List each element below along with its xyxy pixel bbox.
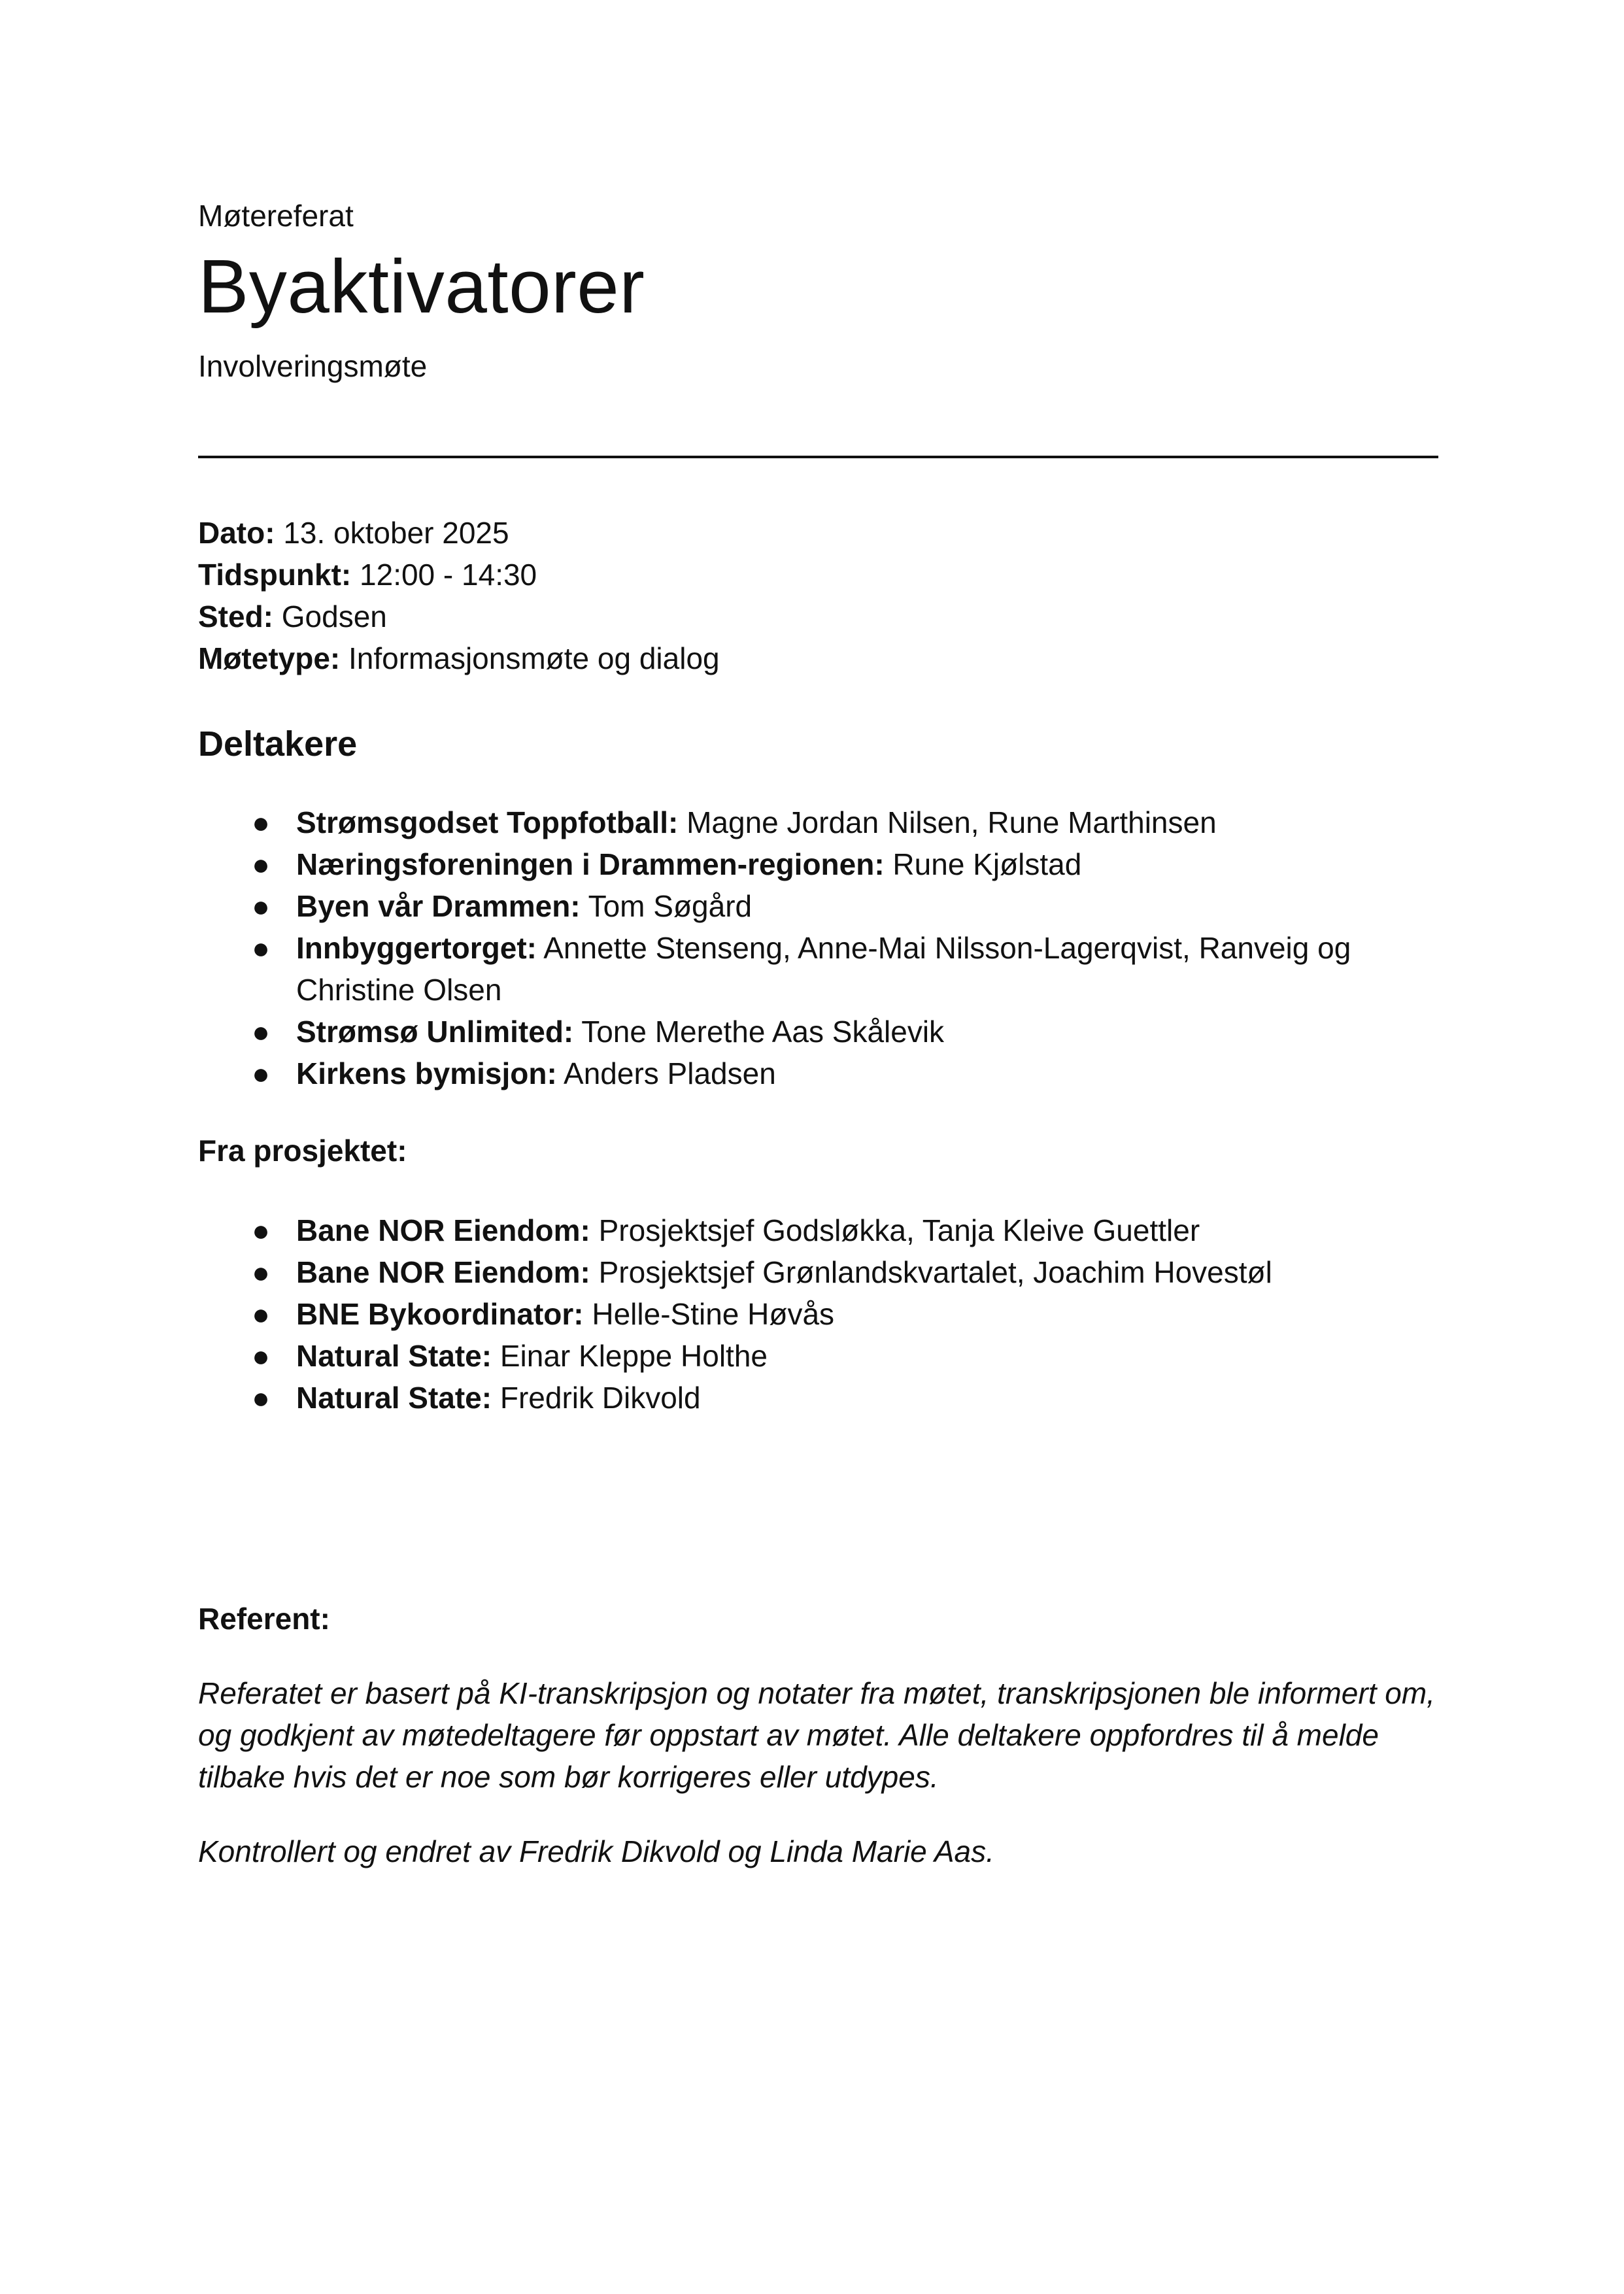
bullet-icon: ●	[252, 1056, 270, 1090]
meta-value: 13. oktober 2025	[275, 516, 509, 550]
participant-names: Annette Stenseng, Anne-Mai Nilsson-Lagerqvist, Ranveig og Christine Olsen	[296, 931, 1351, 1007]
participant-org: Næringsforeningen i Drammen-regionen:	[296, 847, 885, 881]
project-names: Fredrik Dikvold	[492, 1381, 701, 1415]
bullet-icon: ●	[252, 1015, 270, 1049]
project-names: Einar Kleppe Holthe	[492, 1339, 768, 1373]
participant-names: Anders Pladsen	[556, 1056, 776, 1090]
referent-control-note: Kontrollert og endret av Fredrik Dikvold og Linda Marie Aas.	[198, 1834, 994, 1868]
document-title: Byaktivatorer	[198, 244, 645, 329]
list-item	[198, 1335, 1438, 1377]
participants-list	[198, 801, 1438, 1094]
project-heading: Fra prosjektet:	[198, 1134, 407, 1168]
bullet-icon: ●	[252, 931, 270, 965]
list-item	[198, 1377, 1438, 1419]
participant-org: Strømsø Unlimited:	[296, 1015, 574, 1049]
participant-org: Innbyggertorget:	[296, 931, 537, 965]
meta-value: 12:00 - 14:30	[351, 558, 537, 592]
meta-label: Dato:	[198, 516, 275, 550]
bullet-icon: ●	[252, 805, 270, 839]
list-item	[198, 927, 1438, 1011]
project-org: Bane NOR Eiendom:	[296, 1255, 590, 1289]
meta-label: Sted:	[198, 599, 273, 633]
meta-date	[198, 512, 720, 554]
participant-org: Byen vår Drammen:	[296, 889, 581, 923]
meta-label: Møtetype:	[198, 641, 341, 675]
project-org: Natural State:	[296, 1381, 492, 1415]
project-names: Prosjektsjef Grønlandskvartalet, Joachim Hovestøl	[590, 1255, 1272, 1289]
bullet-icon: ●	[252, 1255, 270, 1289]
participant-names: Magne Jordan Nilsen, Rune Marthinsen	[678, 805, 1217, 839]
referent-note: Referatet er basert på KI-transkripsjon og notater fra møtet, transkripsjonen ble informert om, og godkjent av møtedeltagere før oppstart av møtet. Alle deltakere oppfordres til å melde tilbake hvis det er noe som bør korrigeres eller utdypes.	[198, 1676, 1435, 1794]
list-item	[198, 801, 1438, 843]
meta-label: Tidspunkt:	[198, 558, 352, 592]
project-org: Natural State:	[296, 1339, 492, 1373]
meta-time	[198, 554, 720, 596]
meta-type	[198, 637, 720, 679]
participant-names: Rune Kjølstad	[884, 847, 1082, 881]
bullet-icon: ●	[252, 1297, 270, 1331]
participant-org: Strømsgodset Toppfotball:	[296, 805, 679, 839]
list-item	[198, 1251, 1438, 1293]
meta-place	[198, 596, 720, 637]
project-names: Prosjektsjef Godsløkka, Tanja Kleive Guettler	[590, 1213, 1200, 1247]
project-org: Bane NOR Eiendom:	[296, 1213, 590, 1247]
bullet-icon: ●	[252, 889, 270, 923]
list-item	[198, 1011, 1438, 1053]
document-kicker: Møtereferat	[198, 199, 354, 233]
list-item	[198, 885, 1438, 927]
title-divider	[198, 456, 1438, 458]
meta-value: Informasjonsmøte og dialog	[340, 641, 720, 675]
list-item	[198, 1053, 1438, 1094]
participants-heading: Deltakere	[198, 724, 358, 764]
participant-names: Tone Merethe Aas Skålevik	[573, 1015, 945, 1049]
list-item	[198, 1293, 1438, 1335]
bullet-icon: ●	[252, 1213, 270, 1247]
project-names: Helle-Stine Høvås	[583, 1297, 835, 1331]
bullet-icon: ●	[252, 847, 270, 881]
bullet-icon: ●	[252, 1381, 270, 1415]
participant-org: Kirkens bymisjon:	[296, 1056, 557, 1090]
list-item	[198, 1209, 1438, 1251]
bullet-icon: ●	[252, 1339, 270, 1373]
list-item	[198, 843, 1438, 885]
participant-names: Tom Søgård	[580, 889, 753, 923]
project-list	[198, 1209, 1438, 1419]
meeting-meta	[198, 512, 720, 679]
referent-label: Referent:	[198, 1602, 330, 1636]
meta-value: Godsen	[273, 599, 387, 633]
document-subtitle: Involveringsmøte	[198, 349, 428, 383]
project-org: BNE Bykoordinator:	[296, 1297, 584, 1331]
